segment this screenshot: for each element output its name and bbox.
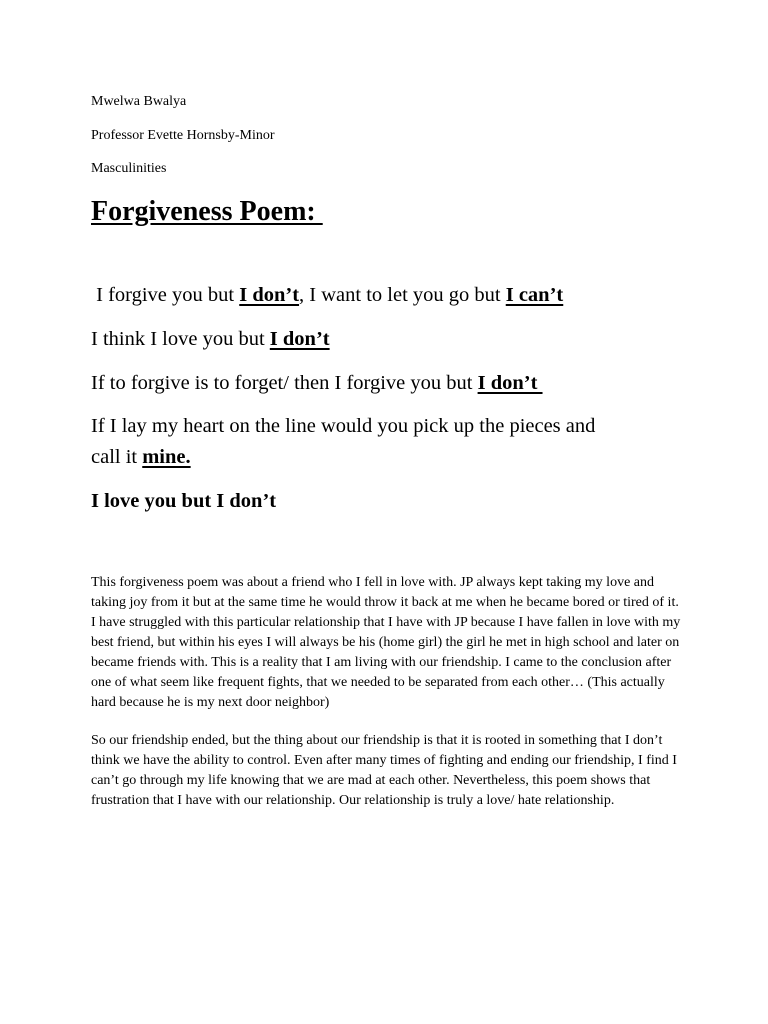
professor-name: Professor Evette Hornsby-Minor [91, 128, 275, 143]
poem-line-4 [91, 411, 595, 441]
poem-line-3-part-a: If to forgive is to forget/ then I forgive you but [91, 372, 478, 394]
poem-line-5-emphasis: mine. [142, 446, 191, 468]
poem-line-2-part-a: I think I love you but [91, 328, 270, 350]
poem-line-1 [91, 280, 563, 310]
poem-line-1-part-c: , I want to let you go but [299, 284, 506, 306]
poem-closing-line: I love you but I don’t [91, 490, 277, 512]
poem-line-1-emphasis-dont: I don’t [239, 284, 300, 306]
poem-line-5 [91, 442, 191, 472]
poem-line-3-emphasis: I don’t [477, 372, 543, 394]
prose-paragraph-1: This forgiveness poem was about a friend who I fell in love with. JP always kept taking my love and taking joy from it but at the same time he would throw it back at me when he became bored or tired of it. I have struggled with this particular relationship that I have with JP because I have fallen in love with my best friend, but within his eyes I will always be his (home girl) the girl he met in high school and later on became friends with. This is a reality that I am living with our friendship. I came to the conclusion after one of what seem like frequent fights, that we needed to be separated from each other… (This actually hard because he is my next door neighbor) [91, 575, 681, 710]
course-name: Masculinities [91, 161, 167, 176]
poem-line-1-part-a: I forgive you but [91, 284, 240, 306]
poem-title: Forgiveness Poem: [91, 196, 323, 227]
poem-line-1-emphasis-cant: I can’t [505, 284, 564, 306]
poem-line-4-part-a: If I lay my heart on the line would you pick up the pieces and [91, 415, 596, 437]
poem-line-5-part-a: call it [91, 446, 143, 468]
poem-line-2 [91, 324, 330, 354]
prose-paragraph-2: So our friendship ended, but the thing about our friendship is that it is rooted in something that I don’t think we have the ability to control. Even after many times of fighting and ending our friendship, I find I can’t go through my life knowing that we are mad at each other. Nevertheless, this poem shows that frustration that I have with our relationship. Our relationship is truly a love/ hate relationship. [91, 733, 677, 808]
poem-line-3 [91, 368, 543, 398]
author-name: Mwelwa Bwalya [91, 94, 187, 109]
poem-line-2-emphasis: I don’t [269, 328, 330, 350]
